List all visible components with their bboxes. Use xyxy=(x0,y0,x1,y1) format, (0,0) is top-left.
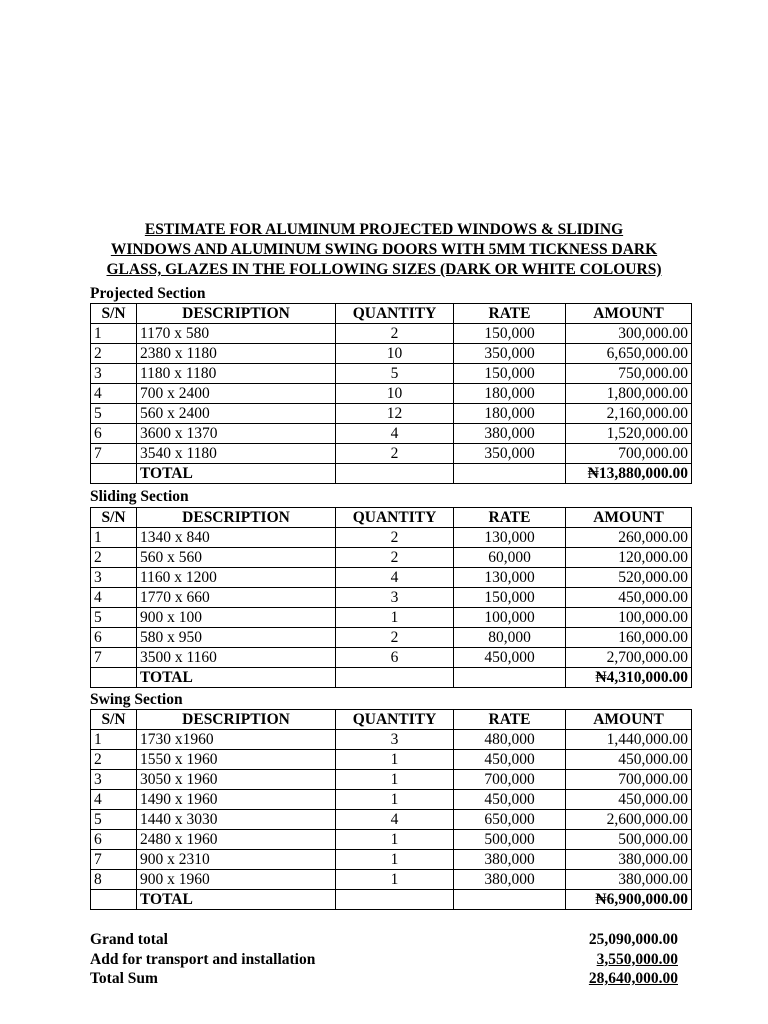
amount-header: AMOUNT xyxy=(566,304,692,324)
rate-cell: 80,000 xyxy=(454,628,566,648)
document-title xyxy=(88,220,680,280)
quantity-cell: 1 xyxy=(336,830,454,850)
amount-cell: 1,520,000.00 xyxy=(566,424,692,444)
total-empty-cell xyxy=(454,890,566,910)
quantity-header: QUANTITY xyxy=(336,304,454,324)
rate-cell: 130,000 xyxy=(454,528,566,548)
description-cell: 1440 x 3030 xyxy=(137,810,336,830)
amount-cell: 700,000.00 xyxy=(566,444,692,464)
description-cell: 1180 x 1180 xyxy=(137,364,336,384)
total-amount: ₦13,880,000.00 xyxy=(566,464,692,484)
amount-cell: 1,440,000.00 xyxy=(566,730,692,750)
table-row xyxy=(91,344,692,364)
total-empty-cell xyxy=(91,890,137,910)
rate-cell: 130,000 xyxy=(454,568,566,588)
description-cell: 3500 x 1160 xyxy=(137,648,336,668)
table-row xyxy=(91,790,692,810)
total-amount: ₦6,900,000.00 xyxy=(566,890,692,910)
amount-header: AMOUNT xyxy=(566,710,692,730)
description-cell: 1170 x 580 xyxy=(137,324,336,344)
quantity-cell: 1 xyxy=(336,750,454,770)
table-row xyxy=(91,528,692,548)
sn-cell: 2 xyxy=(91,548,137,568)
sn-cell: 8 xyxy=(91,870,137,890)
description-cell: 900 x 1960 xyxy=(137,870,336,890)
quantity-cell: 4 xyxy=(336,810,454,830)
rate-cell: 380,000 xyxy=(454,850,566,870)
rate-cell: 60,000 xyxy=(454,548,566,568)
description-cell: 700 x 2400 xyxy=(137,384,336,404)
rate-cell: 450,000 xyxy=(454,750,566,770)
rate-cell: 100,000 xyxy=(454,608,566,628)
swing-section-label: Swing Section xyxy=(90,691,183,708)
amount-cell: 2,160,000.00 xyxy=(566,404,692,424)
table-row xyxy=(91,324,692,344)
table-row xyxy=(91,648,692,668)
amount-cell: 100,000.00 xyxy=(566,608,692,628)
sliding-section-table xyxy=(90,507,692,688)
sn-cell: 5 xyxy=(91,404,137,424)
sn-cell: 4 xyxy=(91,790,137,810)
rate-cell: 380,000 xyxy=(454,870,566,890)
description-cell: 3050 x 1960 xyxy=(137,770,336,790)
description-cell: 2480 x 1960 xyxy=(137,830,336,850)
description-cell: 3600 x 1370 xyxy=(137,424,336,444)
total-empty-cell xyxy=(454,464,566,484)
amount-header: AMOUNT xyxy=(566,508,692,528)
sn-cell: 5 xyxy=(91,810,137,830)
description-cell: 1160 x 1200 xyxy=(137,568,336,588)
quantity-cell: 1 xyxy=(336,790,454,810)
quantity-cell: 6 xyxy=(336,648,454,668)
sn-cell: 7 xyxy=(91,444,137,464)
total-row xyxy=(91,668,692,688)
total-label: TOTAL xyxy=(137,668,336,688)
rate-cell: 150,000 xyxy=(454,588,566,608)
description-cell: 3540 x 1180 xyxy=(137,444,336,464)
sn-header: S/N xyxy=(91,710,137,730)
total-amount: ₦4,310,000.00 xyxy=(566,668,692,688)
rate-cell: 180,000 xyxy=(454,384,566,404)
amount-cell: 160,000.00 xyxy=(566,628,692,648)
total-sum-row xyxy=(90,969,678,989)
table-row xyxy=(91,750,692,770)
total-empty-cell xyxy=(91,668,137,688)
sn-header: S/N xyxy=(91,508,137,528)
swing-section-table xyxy=(90,709,692,910)
description-header: DESCRIPTION xyxy=(137,508,336,528)
transport-value: 3,550,000.00 xyxy=(596,950,678,968)
sn-cell: 6 xyxy=(91,830,137,850)
rate-cell: 450,000 xyxy=(454,790,566,810)
description-cell: 2380 x 1180 xyxy=(137,344,336,364)
rate-cell: 150,000 xyxy=(454,324,566,344)
table-row xyxy=(91,870,692,890)
table-row xyxy=(91,628,692,648)
amount-cell: 6,650,000.00 xyxy=(566,344,692,364)
title-line-2: WINDOWS AND ALUMINUM SWING DOORS WITH 5MM TICKNESS DARK xyxy=(110,241,658,258)
rate-cell: 700,000 xyxy=(454,770,566,790)
quantity-cell: 10 xyxy=(336,344,454,364)
amount-cell: 520,000.00 xyxy=(566,568,692,588)
amount-cell: 700,000.00 xyxy=(566,770,692,790)
quantity-cell: 1 xyxy=(336,850,454,870)
quantity-cell: 2 xyxy=(336,528,454,548)
sn-cell: 6 xyxy=(91,628,137,648)
table-row xyxy=(91,568,692,588)
total-label: TOTAL xyxy=(137,464,336,484)
total-empty-cell xyxy=(336,464,454,484)
total-label: TOTAL xyxy=(137,890,336,910)
quantity-cell: 2 xyxy=(336,548,454,568)
sliding-section-label: Sliding Section xyxy=(90,488,189,505)
table-row xyxy=(91,384,692,404)
amount-cell: 380,000.00 xyxy=(566,870,692,890)
transport-row xyxy=(90,950,678,970)
description-cell: 900 x 2310 xyxy=(137,850,336,870)
sn-header: S/N xyxy=(91,304,137,324)
amount-cell: 300,000.00 xyxy=(566,324,692,344)
amount-cell: 450,000.00 xyxy=(566,790,692,810)
description-cell: 560 x 2400 xyxy=(137,404,336,424)
quantity-cell: 1 xyxy=(336,870,454,890)
quantity-cell: 3 xyxy=(336,730,454,750)
description-cell: 1770 x 660 xyxy=(137,588,336,608)
quantity-cell: 1 xyxy=(336,770,454,790)
amount-cell: 450,000.00 xyxy=(566,750,692,770)
amount-cell: 750,000.00 xyxy=(566,364,692,384)
sn-cell: 4 xyxy=(91,588,137,608)
quantity-cell: 1 xyxy=(336,608,454,628)
rate-cell: 500,000 xyxy=(454,830,566,850)
table-row xyxy=(91,730,692,750)
quantity-cell: 2 xyxy=(336,324,454,344)
sn-cell: 1 xyxy=(91,324,137,344)
table-row xyxy=(91,444,692,464)
total-sum-value: 28,640,000.00 xyxy=(588,970,678,987)
description-cell: 900 x 100 xyxy=(137,608,336,628)
sn-cell: 6 xyxy=(91,424,137,444)
sn-cell: 3 xyxy=(91,568,137,588)
header-row xyxy=(91,508,692,528)
rate-cell: 650,000 xyxy=(454,810,566,830)
table-row xyxy=(91,548,692,568)
rate-cell: 180,000 xyxy=(454,404,566,424)
rate-header: RATE xyxy=(454,710,566,730)
header-row xyxy=(91,304,692,324)
total-empty-cell xyxy=(454,668,566,688)
grand-total-label: Grand total xyxy=(90,931,168,948)
description-cell: 1550 x 1960 xyxy=(137,750,336,770)
quantity-cell: 2 xyxy=(336,444,454,464)
quantity-header: QUANTITY xyxy=(336,508,454,528)
rate-header: RATE xyxy=(454,508,566,528)
rate-cell: 150,000 xyxy=(454,364,566,384)
title-line-1: ESTIMATE FOR ALUMINUM PROJECTED WINDOWS & SLIDING xyxy=(144,221,624,238)
sn-cell: 2 xyxy=(91,344,137,364)
table-row xyxy=(91,608,692,628)
grand-total-value: 25,090,000.00 xyxy=(588,931,678,948)
amount-cell: 2,600,000.00 xyxy=(566,810,692,830)
amount-cell: 500,000.00 xyxy=(566,830,692,850)
table-row xyxy=(91,364,692,384)
projected-section-table xyxy=(90,303,692,484)
description-header: DESCRIPTION xyxy=(137,304,336,324)
quantity-cell: 12 xyxy=(336,404,454,424)
rate-cell: 380,000 xyxy=(454,424,566,444)
projected-section-label: Projected Section xyxy=(90,285,206,302)
amount-cell: 260,000.00 xyxy=(566,528,692,548)
amount-cell: 380,000.00 xyxy=(566,850,692,870)
table-row xyxy=(91,850,692,870)
amount-cell: 1,800,000.00 xyxy=(566,384,692,404)
quantity-cell: 4 xyxy=(336,424,454,444)
sn-cell: 7 xyxy=(91,850,137,870)
grand-total-row xyxy=(90,930,678,950)
total-empty-cell xyxy=(91,464,137,484)
rate-cell: 350,000 xyxy=(454,444,566,464)
transport-label: Add for transport and installation xyxy=(90,950,316,968)
rate-cell: 480,000 xyxy=(454,730,566,750)
quantity-cell: 4 xyxy=(336,568,454,588)
total-empty-cell xyxy=(336,668,454,688)
sn-cell: 1 xyxy=(91,730,137,750)
quantity-cell: 10 xyxy=(336,384,454,404)
sn-cell: 3 xyxy=(91,364,137,384)
table-row xyxy=(91,404,692,424)
total-row xyxy=(91,464,692,484)
quantity-cell: 2 xyxy=(336,628,454,648)
quantity-cell: 5 xyxy=(336,364,454,384)
quantity-header: QUANTITY xyxy=(336,710,454,730)
table-row xyxy=(91,830,692,850)
description-cell: 1730 x1960 xyxy=(137,730,336,750)
rate-cell: 450,000 xyxy=(454,648,566,668)
description-cell: 560 x 560 xyxy=(137,548,336,568)
sn-cell: 7 xyxy=(91,648,137,668)
sn-cell: 5 xyxy=(91,608,137,628)
table-row xyxy=(91,770,692,790)
total-row xyxy=(91,890,692,910)
sn-cell: 2 xyxy=(91,750,137,770)
amount-cell: 450,000.00 xyxy=(566,588,692,608)
table-row xyxy=(91,810,692,830)
quantity-cell: 3 xyxy=(336,588,454,608)
table-row xyxy=(91,424,692,444)
title-line-3: GLASS, GLAZES IN THE FOLLOWING SIZES (DARK OR WHITE COLOURS) xyxy=(106,261,662,278)
amount-cell: 2,700,000.00 xyxy=(566,648,692,668)
sn-cell: 4 xyxy=(91,384,137,404)
rate-header: RATE xyxy=(454,304,566,324)
table-row xyxy=(91,588,692,608)
description-cell: 580 x 950 xyxy=(137,628,336,648)
description-cell: 1490 x 1960 xyxy=(137,790,336,810)
sn-cell: 1 xyxy=(91,528,137,548)
header-row xyxy=(91,710,692,730)
amount-cell: 120,000.00 xyxy=(566,548,692,568)
total-sum-label: Total Sum xyxy=(90,970,158,987)
description-header: DESCRIPTION xyxy=(137,710,336,730)
description-cell: 1340 x 840 xyxy=(137,528,336,548)
total-empty-cell xyxy=(336,890,454,910)
rate-cell: 350,000 xyxy=(454,344,566,364)
summary-block xyxy=(90,930,678,989)
sn-cell: 3 xyxy=(91,770,137,790)
